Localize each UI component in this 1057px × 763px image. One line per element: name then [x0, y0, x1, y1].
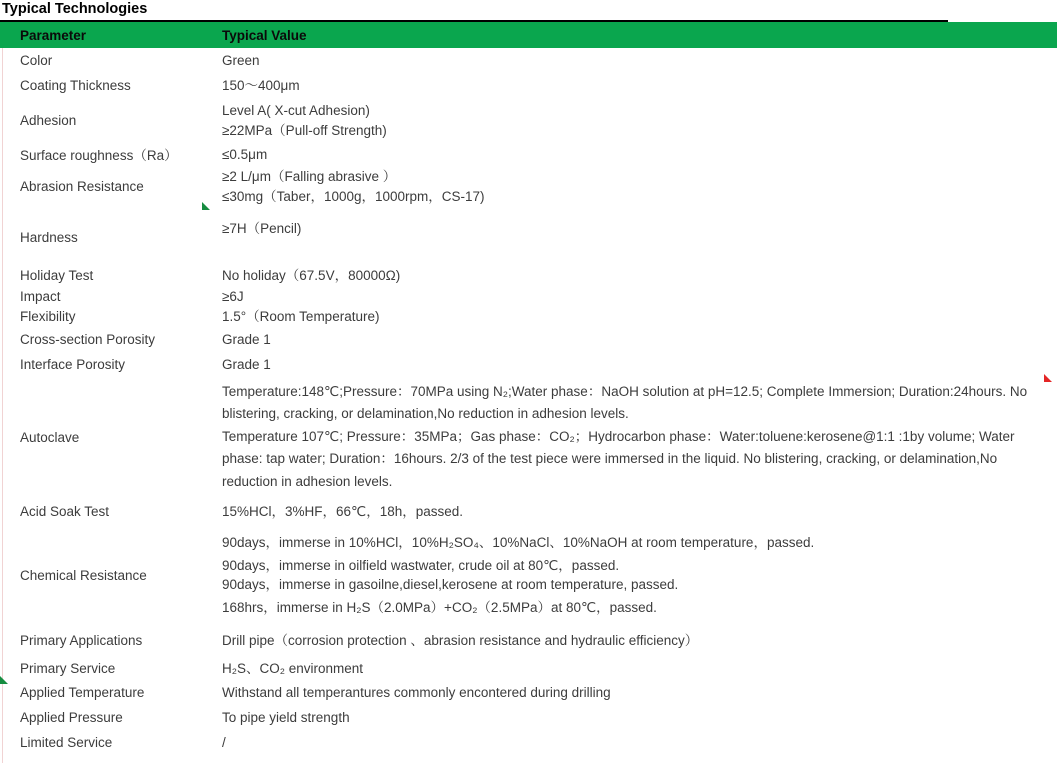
table-row: [0, 705, 1057, 730]
param-cell: Flexibility: [20, 309, 76, 324]
value-cell: [222, 167, 1057, 207]
value-line: Drill pipe（corrosion protection 、abrasion resistance and hydraulic efficiency）: [222, 633, 699, 648]
value-cell: [222, 733, 1057, 752]
value-cell: [222, 145, 1057, 164]
value-line: Green: [222, 53, 260, 68]
value-cell: [222, 101, 1057, 141]
value-line: /: [222, 735, 226, 750]
value-cell: [222, 330, 1057, 349]
value-line: Temperature 107℃; Pressure：35MPa；Gas phase：CO₂；Hydrocarbon phase：Water:toluene:kerosene@1:1 :1by volume; Water phase: tap water; Duration：16hours. 2/3 of the test piece were immersed in the liquid. No blistering, cracking, or delamination,No reduction in adhesion levels.: [222, 428, 1015, 489]
param-cell: Impact: [20, 288, 61, 304]
table-row: [0, 327, 1057, 351]
param-cell: Surface roughness（Ra）: [20, 148, 178, 163]
param-cell: Cross-section Porosity: [20, 331, 156, 347]
value-cell: [222, 533, 1057, 617]
value-line: ≥2 L/μm（Falling abrasive ）: [222, 168, 397, 184]
value-line: 90days，immerse in gasoilne,diesel,kerosene at room temperature, passed.: [222, 577, 679, 592]
param-cell: Interface Porosity: [20, 356, 126, 372]
value-cell: [222, 683, 1057, 702]
value-line: ≤30mg（Taber，1000g，1000rpm，CS-17): [222, 188, 485, 204]
param-cell: Abrasion Resistance: [20, 179, 144, 194]
table-body: [0, 48, 1057, 755]
column-header-typical-value: Typical Value: [222, 27, 307, 43]
param-cell: Holiday Test: [20, 268, 94, 283]
value-cell: [222, 287, 1057, 306]
param-cell: Color: [20, 53, 53, 68]
value-line: ≤0.5μm: [222, 146, 268, 162]
value-line: ≥7H（Pencil): [222, 221, 302, 236]
param-cell: Coating Thickness: [20, 78, 131, 93]
table-row: [0, 525, 1057, 625]
value-cell: [222, 76, 1057, 95]
param-cell: Autoclave: [20, 429, 80, 445]
column-header-parameter: Parameter: [20, 27, 87, 43]
value-cell: [222, 51, 1057, 70]
value-cell: [222, 659, 1057, 678]
table-row: [0, 73, 1057, 98]
param-cell: Acid Soak Test: [20, 503, 110, 519]
param-cell: Applied Pressure: [20, 710, 123, 725]
param-cell: Primary Applications: [20, 633, 143, 648]
value-line: 1.5°（Room Temperature): [222, 309, 380, 324]
param-cell: Hardness: [20, 230, 78, 245]
value-line: To pipe yield strength: [222, 710, 350, 725]
table-row: [0, 98, 1057, 143]
value-cell: [222, 381, 1057, 494]
table-row: [0, 656, 1057, 680]
table-row: [0, 625, 1057, 656]
table-row: [0, 165, 1057, 208]
value-cell: [222, 355, 1057, 374]
value-line: ≥6J: [222, 288, 244, 304]
comment-marker-icon: [1044, 374, 1052, 382]
value-cell: [222, 631, 1057, 650]
value-cell: [222, 208, 1057, 238]
param-cell: Limited Service: [20, 735, 113, 750]
table-row: [0, 730, 1057, 755]
table-header-row: [0, 22, 1057, 48]
value-cell: [222, 502, 1057, 521]
table-row: [0, 377, 1057, 497]
param-cell: Primary Service: [20, 660, 116, 676]
table-row: [0, 265, 1057, 286]
table-row: [0, 48, 1057, 73]
value-cell: [222, 307, 1057, 326]
comment-marker-icon: [0, 676, 8, 684]
table-row: [0, 497, 1057, 525]
value-line: 168hrs，immerse in H₂S（2.0MPa）+CO₂（2.5MPa）at 80℃，passed.: [222, 600, 657, 615]
table-row: [0, 351, 1057, 377]
table-row: [0, 680, 1057, 705]
value-line: H₂S、CO₂ environment: [222, 660, 364, 676]
value-cell: [222, 708, 1057, 727]
value-line: 90days，immerse in oilfield wastwater, crude oil at 80℃，passed.: [222, 558, 620, 573]
param-cell: Adhesion: [20, 113, 77, 128]
param-cell: Applied Temperature: [20, 685, 145, 700]
value-line: 15%HCl，3%HF，66℃，18h，passed.: [222, 503, 464, 519]
table-row: [0, 286, 1057, 306]
page-title: Typical Technologies: [2, 1, 148, 17]
value-line: No holiday（67.5V，80000Ω): [222, 268, 401, 283]
value-cell: [222, 266, 1057, 285]
value-line: Grade 1: [222, 331, 271, 347]
value-line: ≥22MPa（Pull-off Strength): [222, 122, 387, 138]
comment-marker-icon: [202, 202, 210, 210]
value-line: 150～400μm: [222, 78, 300, 93]
table-row: [0, 143, 1057, 165]
table-row: [0, 208, 1057, 265]
value-line: Temperature:148℃;Pressure：70MPa using N₂;Water phase：NaOH solution at pH=12.5; Complete Immersion; Duration:24hours. No blistering, cracking, or delamination,No reduction in adhesion levels.: [222, 383, 1028, 422]
value-line: Withstand all temperantures commonly encontered during drilling: [222, 685, 611, 700]
value-line: Grade 1: [222, 356, 271, 372]
param-cell: Chemical Resistance: [20, 567, 147, 583]
value-line: 90days，immerse in 10%HCl，10%H₂SO₄、10%NaCl、10%NaOH at room temperature，passed.: [222, 535, 815, 550]
table-row: [0, 306, 1057, 327]
value-line: Level A( X-cut Adhesion): [222, 102, 370, 118]
